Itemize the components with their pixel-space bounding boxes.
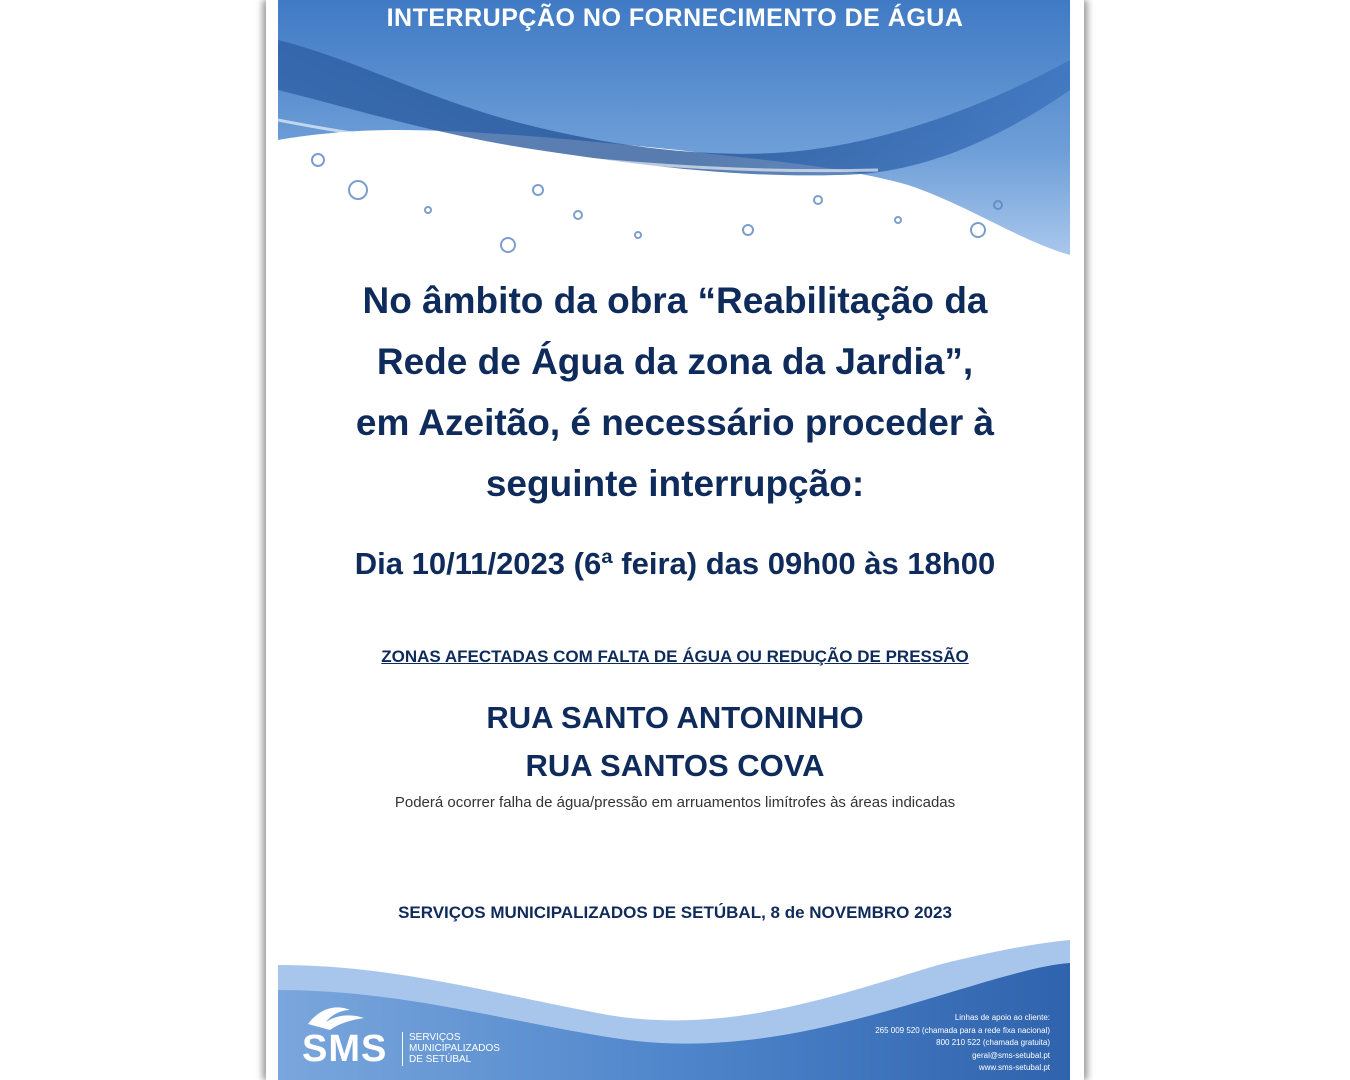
affected-streets: [266, 694, 1084, 790]
street-name: RUA SANTO ANTONINHO: [486, 700, 864, 735]
contact-email: geral@sms-setubal.pt: [972, 1050, 1050, 1060]
intro-line: seguinte interrupção:: [485, 463, 865, 504]
intro-line: No âmbito da obra “Reabilitação da: [362, 280, 988, 321]
logo-divider: [402, 1032, 403, 1066]
notice-sheet: [266, 0, 1084, 1080]
contacts-heading: Linhas de apoio ao cliente:: [954, 1013, 1050, 1022]
schedule-date-line: Dia 10/11/2023 (6ª feira) das 09h00 às 18h00: [354, 546, 996, 581]
sms-bird-logo-icon: [306, 1000, 366, 1030]
intro-text: [286, 270, 1064, 514]
logo-organization-name: [409, 1032, 500, 1065]
affected-zones-heading: ZONAS AFECTADAS COM FALTA DE ÁGUA OU REDUÇÃO DE PRESSÃO: [381, 647, 969, 666]
water-wave-banner: [278, 0, 1070, 260]
sms-logo: [302, 1000, 502, 1070]
intro-line: Rede de Água da zona da Jardia”,: [376, 341, 974, 382]
intro-line: em Azeitão, é necessário proceder à: [355, 402, 995, 443]
contact-phone-landline: 265 009 520 (chamada para a rede fixa nacional): [875, 1025, 1050, 1035]
pressure-note: Poderá ocorrer falha de água/pressão em arruamentos limítrofes às áreas indicadas: [394, 794, 956, 811]
contact-phone-free: 800 210 522 (chamada gratuita): [936, 1038, 1050, 1047]
header-title: INTERRUPÇÃO NO FORNECIMENTO DE ÁGUA: [386, 4, 964, 32]
contact-website: www.sms-setubal.pt: [978, 1063, 1050, 1072]
logo-name-line: SERVIÇOS: [409, 1032, 461, 1043]
logo-text: SMS: [302, 1028, 388, 1070]
customer-contacts: [790, 1012, 1050, 1075]
signature-line: SERVIÇOS MUNICIPALIZADOS DE SETÚBAL, 8 de NOVEMBRO 2023: [398, 903, 952, 922]
street-name: RUA SANTOS COVA: [525, 748, 825, 783]
logo-name-line: DE SETÚBAL: [409, 1054, 472, 1065]
logo-name-line: MUNICIPALIZADOS: [409, 1043, 500, 1054]
